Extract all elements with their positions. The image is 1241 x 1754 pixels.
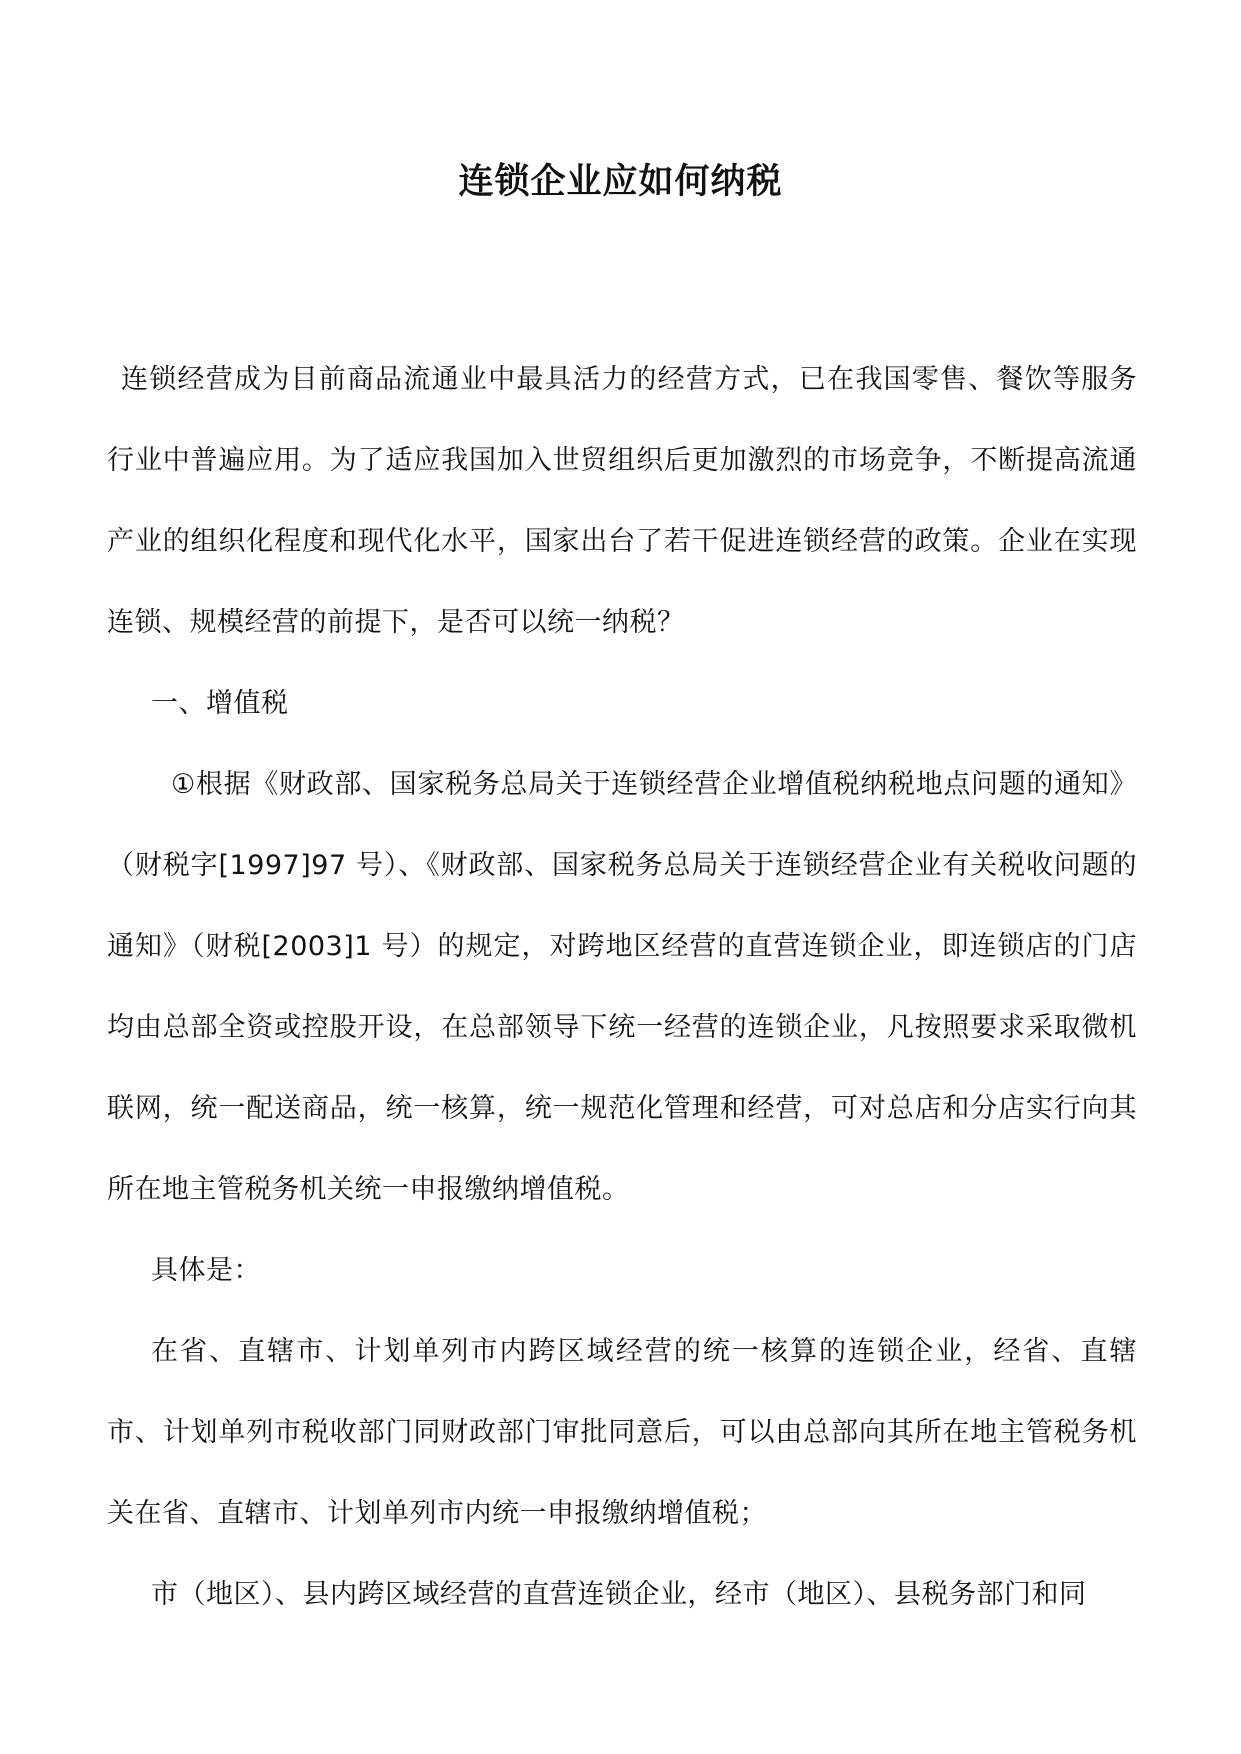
paragraph-item-1: ①根据《财政部、国家税务总局关于连锁经营企业增值税纳税地点问题的通知》（财税字[1997]97 号）、《财政部、国家税务总局关于连锁经营企业有关税收问题的通知》（财税[2003]1 号）的规定，对跨地区经营的直营连锁企业，即连锁店的门店均由总部全资或控股开设，在总部领导下统一经营的连锁企业，凡按照要求采取微机联网，统一配送商品，统一核算，统一规范化管理和经营，可对总店和分店实行向其所在地主管税务机关统一申报缴纳增值税。 bbox=[107, 769, 1137, 1205]
paragraph-province-rule: 在省、直辖市、计划单列市内跨区域经营的统一核算的连锁企业，经省、直辖市、计划单列市税收部门同财政部门审批同意后，可以由总部向其所在地主管税务机关在省、直辖市、计划单列市内统一申报缴纳增值税； bbox=[107, 1336, 1137, 1529]
specifics-label: 具体是： bbox=[151, 1255, 261, 1286]
section-heading-vat: 一、增值税 bbox=[151, 688, 289, 719]
paragraph-city-rule: 市（地区）、县内跨区域经营的直营连锁企业，经市（地区）、县税务部门和同 bbox=[151, 1579, 1087, 1610]
intro-paragraph: 连锁经营成为目前商品流通业中最具活力的经营方式，已在我国零售、餐饮等服务行业中普遍应用。为了适应我国加入世贸组织后更加激烈的市场竞争，不断提高流通产业的组织化程度和现代化水平，国家出台了若干促进连锁经营的政策。企业在实现连锁、规模经营的前提下，是否可以统一纳税？ bbox=[107, 364, 1137, 638]
document-body bbox=[107, 339, 1137, 1635]
document-title: 连锁企业应如何纳税 bbox=[458, 161, 783, 202]
